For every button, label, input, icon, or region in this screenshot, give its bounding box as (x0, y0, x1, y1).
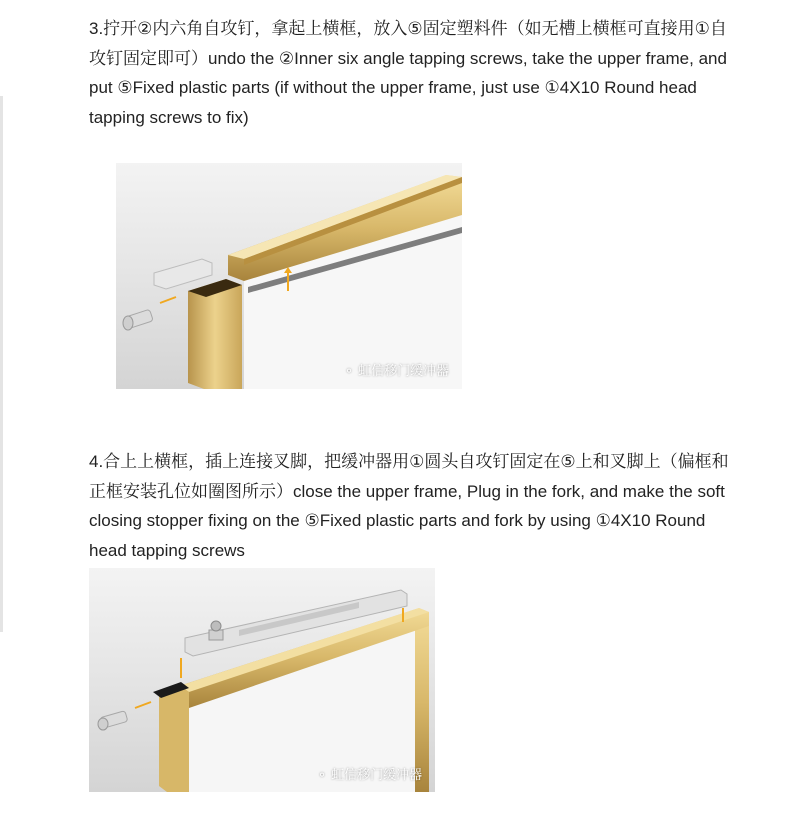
tapping-screw (98, 711, 128, 730)
frame-closing-drawing (89, 568, 435, 792)
wechat-icon: ⚬ (344, 364, 355, 378)
watermark: ⚬ 虹信移门缓冲器 (317, 767, 423, 782)
step-3-illustration (116, 163, 462, 389)
left-frame (159, 686, 189, 792)
step-4-instruction: 4.合上上横框，插上连接叉脚，把缓冲器用①圆头自攻钉固定在⑤上和叉脚上（偏框和正框安装孔位如圈图所示）close the upper frame, Plug in the fork, and make the soft closing stopper fixing on the ⑤Fixed plastic parts and fork by using ①4X10 Round head tapping screws (89, 452, 729, 560)
wechat-icon: ⚬ (317, 768, 328, 782)
insert-arrow (160, 297, 176, 303)
left-edge-bar (0, 96, 3, 632)
step-3-instruction: 3.拧开②内六角自攻钉，拿起上横框，放入⑤固定塑料件（如无槽上横框可直接用①自攻钉固定即可）undo the ②Inner six angle tapping screws, take the upper frame, and put ⑤Fixed plastic parts (if without the upper frame, just use ①4X10 Round head tapping screws to fix) (89, 19, 727, 127)
vertical-frame (188, 279, 242, 389)
fixed-plastic-part (154, 259, 212, 289)
watermark: ⚬ 虹信移门缓冲器 (344, 363, 450, 378)
tapping-screw (123, 309, 153, 330)
step-4-illustration (89, 568, 435, 792)
frame-assembly-drawing (116, 163, 462, 389)
insert-arrow (135, 702, 151, 708)
